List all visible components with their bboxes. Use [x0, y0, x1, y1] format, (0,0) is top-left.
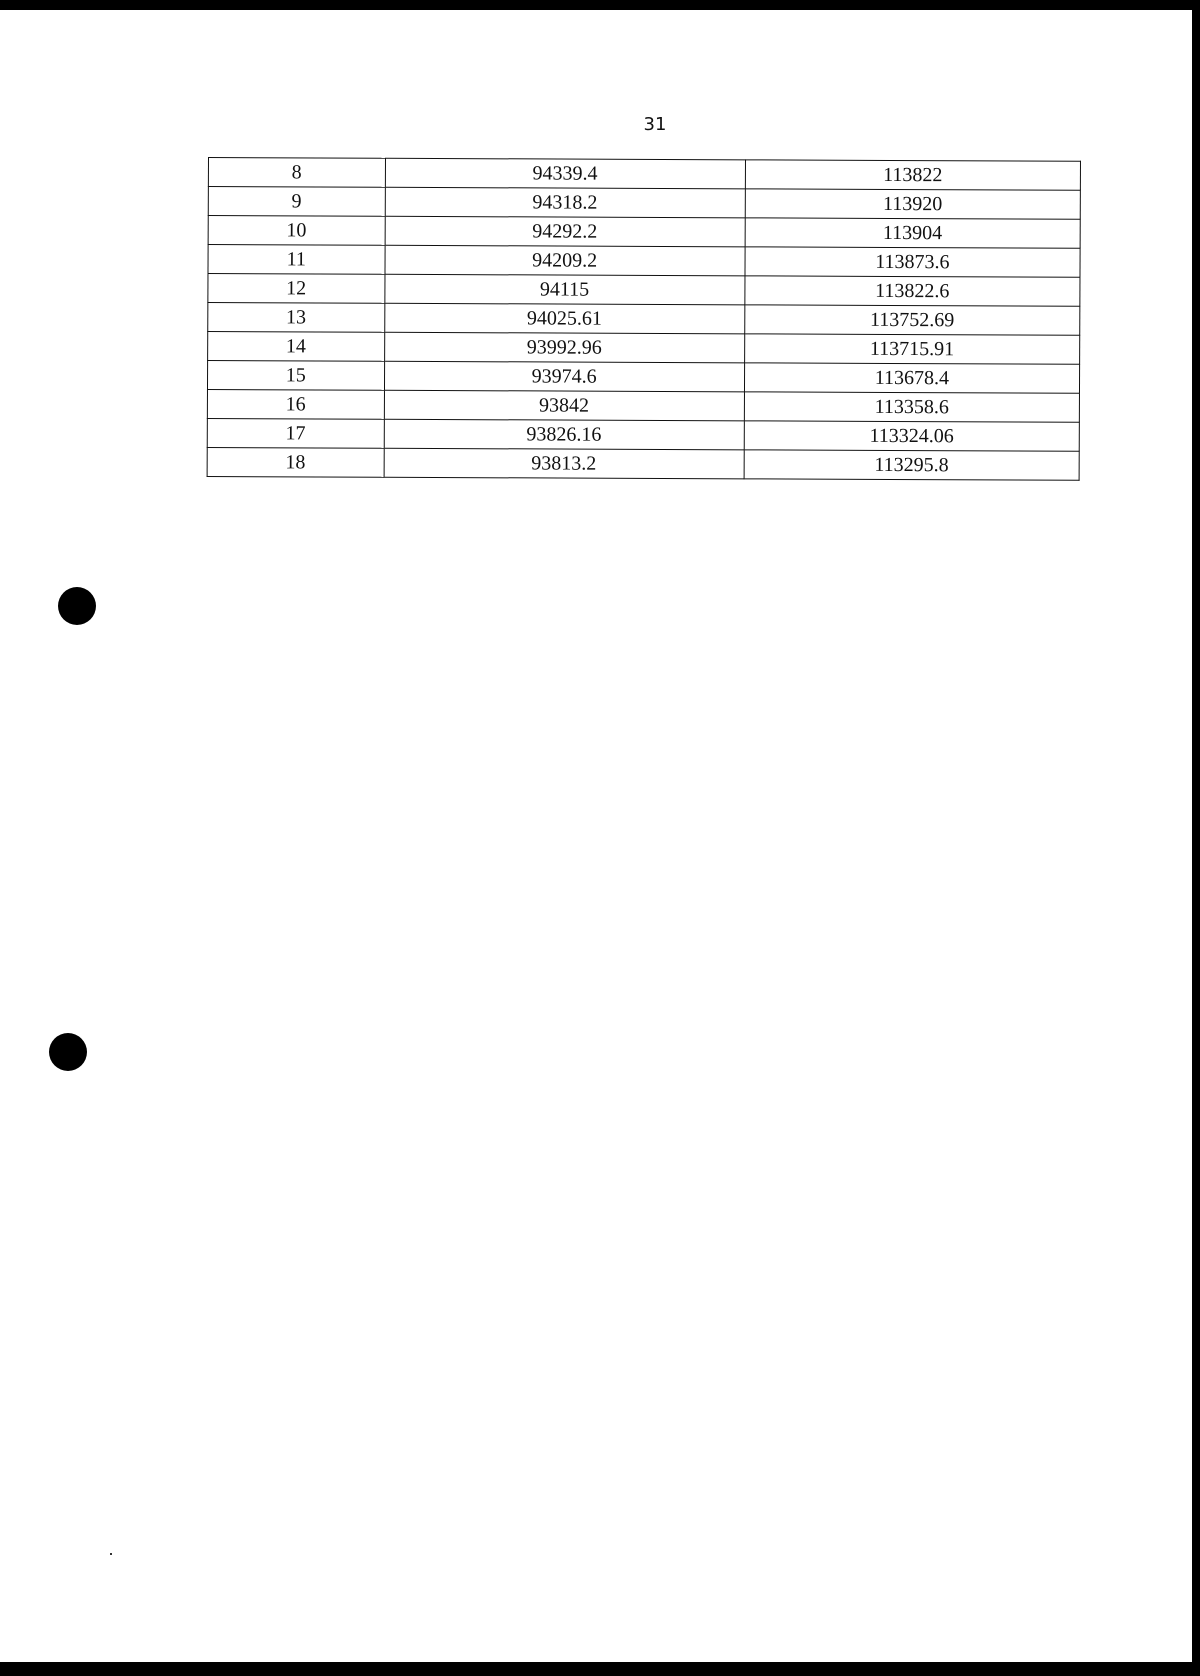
punch-hole-lower [49, 1033, 87, 1071]
document-page [0, 10, 1192, 1662]
table-row [207, 447, 1079, 480]
value-a-cell: 93826.16 [384, 419, 744, 450]
value-a-cell: 94115 [384, 274, 744, 305]
value-b-cell: 113920 [745, 189, 1080, 219]
scan-speck [110, 1553, 112, 1555]
row-index-cell: 16 [207, 389, 384, 419]
value-b-cell: 113904 [745, 218, 1080, 248]
value-b-cell: 113295.8 [744, 450, 1079, 480]
table-row [207, 361, 1079, 394]
row-index-cell: 14 [208, 332, 385, 362]
row-index-cell: 8 [208, 158, 385, 188]
value-b-cell: 113873.6 [745, 247, 1080, 277]
row-index-cell: 12 [208, 274, 385, 304]
value-a-cell: 93974.6 [384, 361, 744, 392]
value-a-cell: 94339.4 [385, 158, 745, 189]
row-index-cell: 17 [207, 418, 384, 448]
value-b-cell: 113715.91 [744, 334, 1079, 364]
value-b-cell: 113822 [745, 160, 1080, 190]
row-index-cell: 10 [208, 216, 385, 246]
table-row [208, 332, 1080, 365]
table-row [208, 187, 1080, 220]
row-index-cell: 11 [208, 245, 385, 275]
value-a-cell: 93992.96 [384, 332, 744, 363]
row-index-cell: 15 [207, 361, 384, 391]
table-row [207, 418, 1079, 451]
value-a-cell: 94025.61 [384, 303, 744, 334]
value-b-cell: 113358.6 [744, 392, 1079, 422]
row-index-cell: 13 [208, 303, 385, 333]
punch-hole-upper [58, 587, 96, 625]
value-a-cell: 93813.2 [384, 448, 744, 479]
value-a-cell: 94292.2 [385, 216, 745, 247]
table-row [207, 389, 1079, 422]
table-row [208, 245, 1080, 278]
table-row [208, 216, 1080, 249]
value-a-cell: 93842 [384, 390, 744, 421]
row-index-cell: 9 [208, 187, 385, 217]
value-b-cell: 113324.06 [744, 421, 1079, 451]
value-a-cell: 94209.2 [385, 245, 745, 276]
value-b-cell: 113752.69 [744, 305, 1079, 335]
row-index-cell: 18 [207, 447, 384, 477]
table-body [207, 158, 1080, 481]
table-row [208, 303, 1080, 336]
value-b-cell: 113678.4 [744, 363, 1079, 393]
data-table [207, 157, 1081, 481]
page-number: 31 [643, 114, 667, 135]
value-a-cell: 94318.2 [385, 187, 745, 218]
table-row [208, 158, 1080, 191]
value-b-cell: 113822.6 [745, 276, 1080, 306]
table-row [208, 274, 1080, 307]
